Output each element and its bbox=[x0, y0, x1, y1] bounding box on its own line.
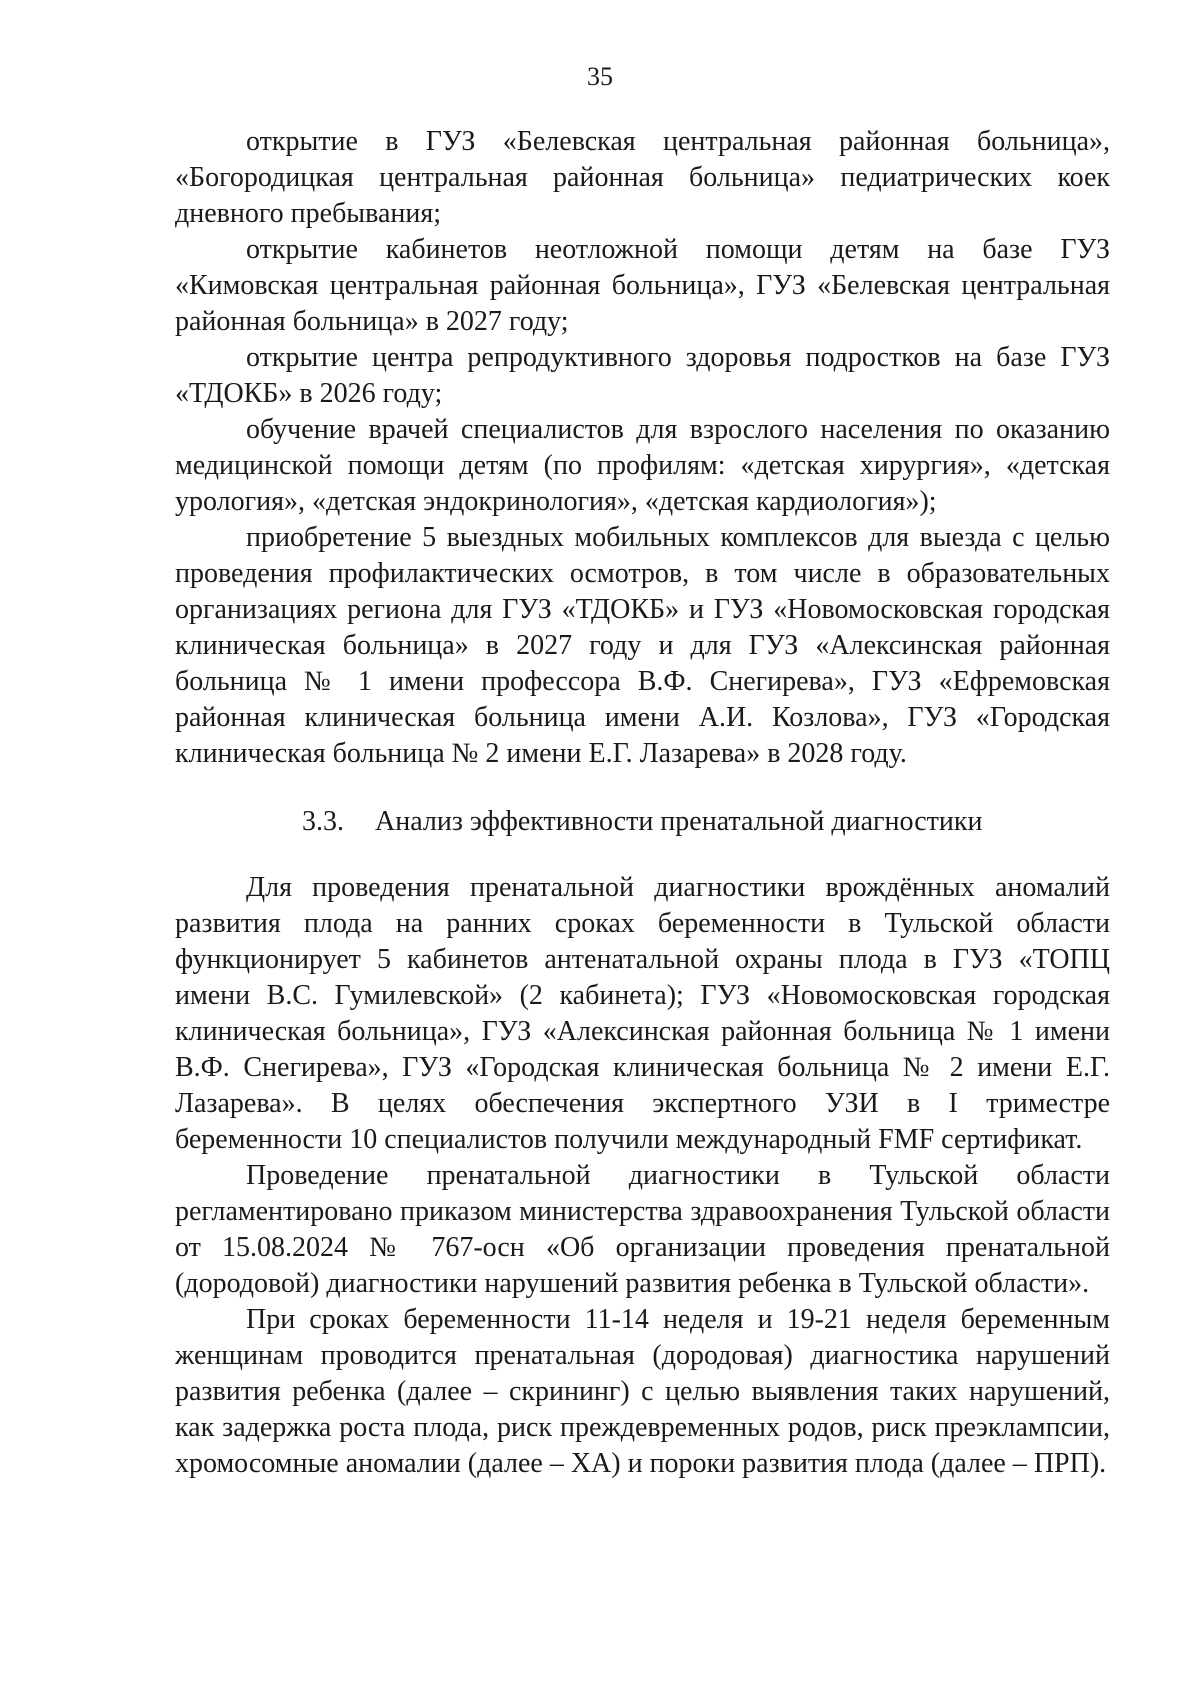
paragraph: При сроках беременности 11-14 неделя и 19-21 неделя беременным женщинам проводится пренатальная (дородовая) диагностика нарушений развития ребенка (далее – скрининг) с целью выявления таких нарушений, как задержка роста плода, риск преждевременных родов, риск преэклампсии, хромосомные аномалии (далее – ХА) и пороки развития плода (далее – ПРП). bbox=[175, 1304, 1110, 1479]
paragraph: открытие центра репродуктивного здоровья подростков на базе ГУЗ «ТДОКБ» в 2026 году; bbox=[175, 342, 1110, 409]
paragraph: приобретение 5 выездных мобильных комплексов для выезда с целью проведения профилактических осмотров, в том числе в образовательных организациях региона для ГУЗ «ТДОКБ» и ГУЗ «Новомосковская городская клиническая больница» в 2027 году и для ГУЗ «Алексинская районная больница № 1 имени профессора В.Ф. Снегирева», ГУЗ «Ефремовская районная клиническая больница имени А.И. Козлова», ГУЗ «Городская клиническая больница № 2 имени Е.Г. Лазарева» в 2028 году. bbox=[175, 522, 1110, 769]
paragraph: Проведение пренатальной диагностики в Тульской области регламентировано приказом министерства здравоохранения Тульской области от 15.08.2024 № 767-осн «Об организации проведения пренатальной (дородовой) диагностики нарушений развития ребенка в Тульской области». bbox=[175, 1160, 1110, 1299]
section-title: Анализ эффективности пренатальной диагностики bbox=[375, 806, 983, 837]
paragraph: открытие в ГУЗ «Белевская центральная районная больница», «Богородицкая центральная районная больница» педиатрических коек дневного пребывания; bbox=[175, 126, 1110, 229]
page-number: 35 bbox=[587, 62, 613, 91]
body-text-after-section bbox=[175, 870, 1110, 1482]
paragraph: открытие кабинетов неотложной помощи детям на базе ГУЗ «Кимовская центральная районная больница», ГУЗ «Белевская центральная районная больница» в 2027 году; bbox=[175, 234, 1110, 337]
body-text-before-section bbox=[175, 124, 1110, 772]
paragraph: Для проведения пренатальной диагностики врождённых аномалий развития плода на ранних сроках беременности в Тульской области функционирует 5 кабинетов антенатальной охраны плода в ГУЗ «ТОПЦ имени В.С. Гумилевской» (2 кабинета); ГУЗ «Новомосковская городская клиническая больница», ГУЗ «Алексинская районная больница № 1 имени В.Ф. Снегирева», ГУЗ «Городская клиническая больница № 2 имени Е.Г. Лазарева». В целях обеспечения экспертного УЗИ в I триместре беременности 10 специалистов получили международный FMF сертификат. bbox=[175, 872, 1110, 1155]
section-number: 3.3. bbox=[302, 806, 344, 837]
paragraph: обучение врачей специалистов для взрослого населения по оказанию медицинской помощи детям (по профилям: «детская хирургия», «детская урология», «детская эндокринология», «детская кардиология»); bbox=[175, 414, 1110, 517]
